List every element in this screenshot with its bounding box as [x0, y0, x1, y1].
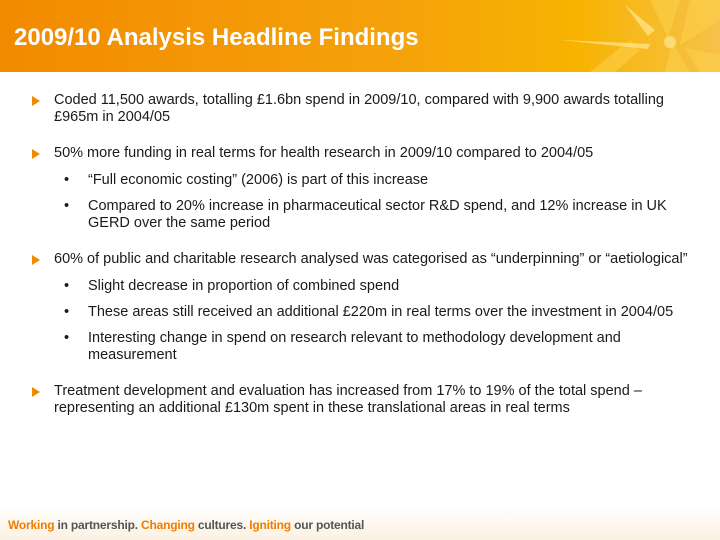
footer-tagline — [8, 518, 364, 532]
finding-item — [32, 92, 692, 126]
triangle-arrow-icon — [32, 255, 40, 265]
subpoint-item — [64, 172, 692, 189]
subpoint-text: Slight decrease in proportion of combined spend — [88, 278, 400, 294]
subpoint-item — [64, 198, 692, 232]
finding-text: 50% more funding in real terms for health research in 2009/10 compared to 2004/05 — [54, 145, 594, 161]
bullet-dot-icon: • — [64, 198, 70, 214]
footer-tagline-part: Changing — [141, 518, 198, 532]
finding-item — [32, 251, 692, 364]
subpoint-item — [64, 304, 692, 321]
bullet-dot-icon: • — [64, 304, 70, 320]
splash-decoration-icon — [530, 0, 720, 72]
subpoint-text: Compared to 20% increase in pharmaceutical sector R&D spend, and 12% increase in UK GERD over the same period — [88, 198, 667, 231]
bullet-dot-icon: • — [64, 330, 70, 346]
finding-text: Coded 11,500 awards, totalling £1.6bn spend in 2009/10, compared with 9,900 awards totalling £965m in 2004/05 — [54, 92, 664, 125]
subpoint-list — [64, 172, 692, 232]
finding-text: 60% of public and charitable research analysed was categorised as “underpinning” or “aetiological” — [54, 251, 688, 267]
triangle-arrow-icon — [32, 149, 40, 159]
findings-list — [32, 92, 692, 417]
finding-text: Treatment development and evaluation has increased from 17% to 19% of the total spend – representing an additional £130m spent in these translational areas in real terms — [54, 383, 642, 416]
subpoint-item — [64, 330, 692, 364]
triangle-arrow-icon — [32, 96, 40, 106]
subpoint-text: Interesting change in spend on research relevant to methodology development and measurement — [88, 330, 621, 363]
subpoint-item — [64, 278, 692, 295]
footer-tagline-part: our potential — [294, 518, 365, 532]
subpoint-text: These areas still received an additional £220m in real terms over the investment in 2004/05 — [88, 304, 674, 320]
subpoint-text: “Full economic costing” (2006) is part of this increase — [88, 172, 429, 188]
footer-tagline-part: in partnership. — [57, 518, 141, 532]
bullet-dot-icon: • — [64, 172, 70, 188]
title-bar — [0, 0, 720, 72]
footer-tagline-part: Working — [8, 518, 58, 532]
bullet-dot-icon: • — [64, 278, 70, 294]
page-title: 2009/10 Analysis Headline Findings — [14, 24, 419, 51]
subpoint-list — [64, 278, 692, 364]
footer-tagline-part: Igniting — [249, 518, 295, 532]
footer — [0, 505, 720, 540]
finding-item — [32, 383, 692, 417]
triangle-arrow-icon — [32, 387, 40, 397]
footer-tagline-part: cultures. — [197, 518, 250, 532]
finding-item — [32, 145, 692, 232]
